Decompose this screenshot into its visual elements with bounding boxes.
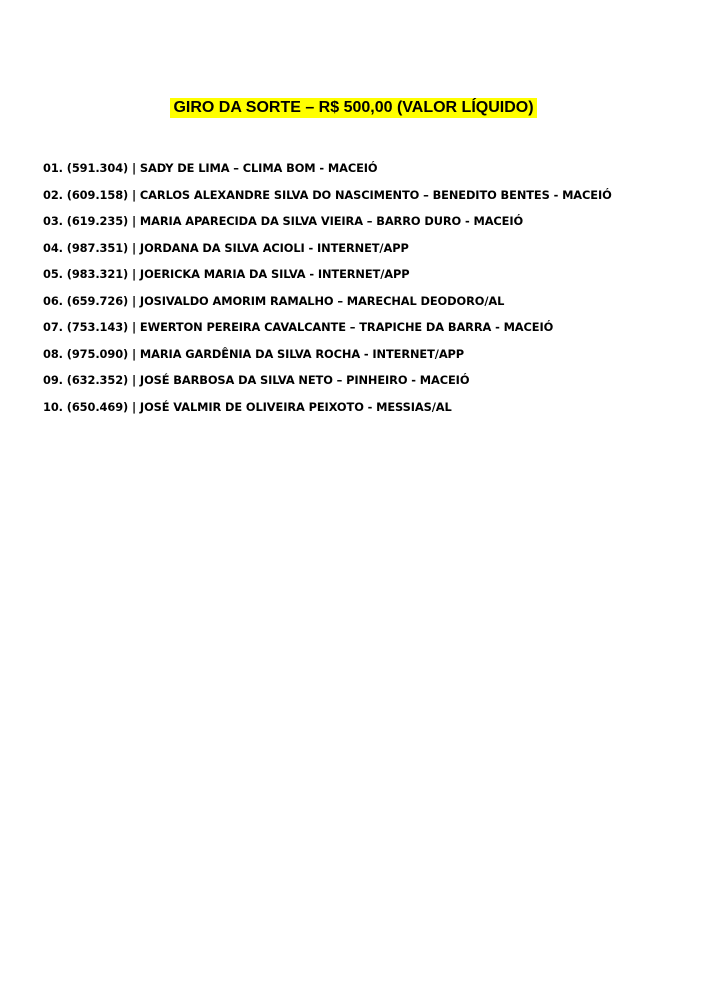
winner-item: 09. (632.352) | JOSÉ BARBOSA DA SILVA NETO – PINHEIRO - MACEIÓ	[43, 373, 470, 387]
winner-item: 02. (609.158) | CARLOS ALEXANDRE SILVA DO NASCIMENTO – BENEDITO BENTES - MACEIÓ	[43, 187, 612, 202]
winners-list	[43, 160, 612, 425]
winner-item: 10. (650.469) | JOSÉ VALMIR DE OLIVEIRA PEIXOTO - MESSIAS/AL	[43, 399, 452, 414]
winner-item: 08. (975.090) | MARIA GARDÊNIA DA SILVA ROCHA - INTERNET/APP	[43, 346, 465, 361]
winner-item: 06. (659.726) | JOSIVALDO AMORIM RAMALHO – MARECHAL DEODORO/AL	[43, 293, 505, 308]
winner-item: 07. (753.143) | EWERTON PEREIRA CAVALCANTE – TRAPICHE DA BARRA - MACEIÓ	[43, 320, 554, 334]
winner-item: 01. (591.304) | SADY DE LIMA – CLIMA BOM - MACEIÓ	[43, 161, 378, 175]
winner-item: 03. (619.235) | MARIA APARECIDA DA SILVA VIEIRA – BARRO DURO - MACEIÓ	[43, 214, 524, 228]
document-title: GIRO DA SORTE – R$ 500,00 (VALOR LÍQUIDO)	[170, 98, 536, 118]
winner-item: 04. (987.351) | JORDANA DA SILVA ACIOLI - INTERNET/APP	[43, 240, 409, 255]
title-container	[0, 98, 707, 118]
winner-item: 05. (983.321) | JOERICKA MARIA DA SILVA - INTERNET/APP	[43, 267, 410, 281]
